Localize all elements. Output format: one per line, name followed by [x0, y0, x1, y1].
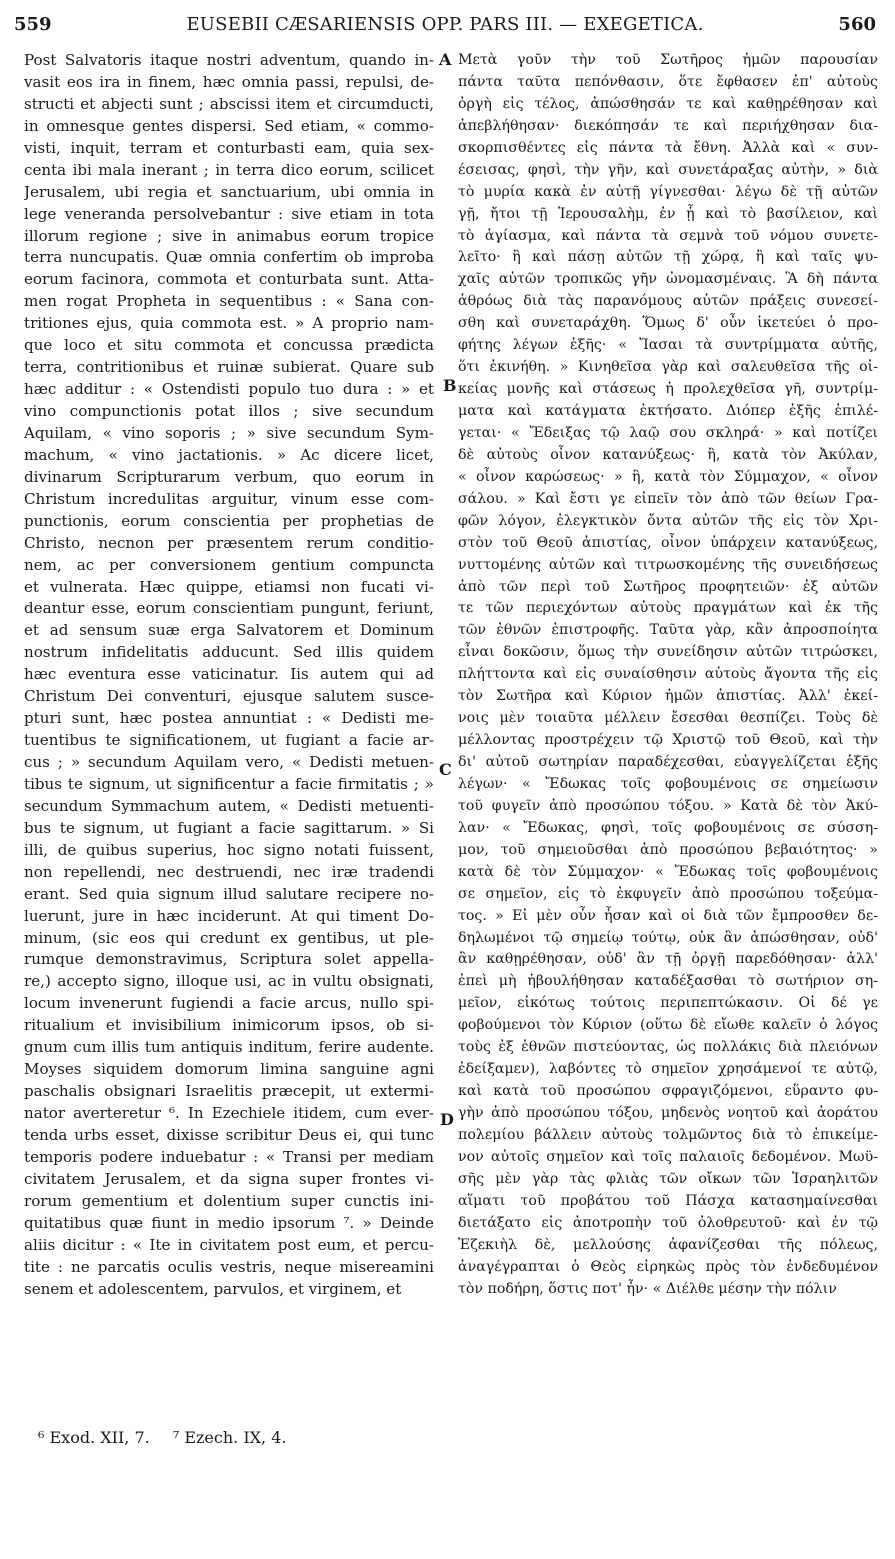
- greek-text-line: διετάξατο εἰς ἀποτροπὴν τοῦ ὀλοθρευτοῦ· καὶ ἐν τῷ: [458, 1214, 878, 1231]
- greek-text-line: ἀθρόως διὰ τὰς παρανόμους αὐτῶν πράξεις συνεσεί-: [458, 293, 878, 310]
- margin-marker-d: D: [440, 1110, 454, 1129]
- greek-text-line: γεται· « Ἔδειξας τῷ λαῷ σου σκληρά· » καὶ ποτίζει: [458, 424, 878, 441]
- greek-text-line: ὅτι ἐκινήθη. » Κινηθεῖσα γὰρ καὶ σαλευθεῖσα τῆς οἰ-: [458, 359, 878, 376]
- latin-text-line: illi, de quibus superius, hoc signo notati fuissent,: [24, 840, 434, 859]
- greek-text-line: ἀπεβλήθησαν· διεκόπησάν τε καὶ περιήχθησαν δια-: [458, 117, 878, 134]
- latin-text-line: non repellendi, nec destruendi, nec iræ tradendi: [24, 862, 434, 881]
- greek-text-line: νυττομένης αὐτῶν καὶ τιτρωσκομένης τῆς συνειδήσεως: [458, 556, 878, 573]
- latin-text-line: hæc additur : « Ostendisti populo tuo dura : » et: [24, 380, 434, 399]
- greek-text-line: πολεμίου βάλλειν αὐτοὺς τολμῶντος διὰ τὸ ἐπικείμε-: [458, 1126, 878, 1143]
- latin-text-line: paschalis obsignari Israelitis præcepit, ut extermi-: [24, 1082, 434, 1101]
- greek-text-line: τὸ ἁγίασμα, καὶ πάντα τὰ σεμνὰ τοῦ νόμου συνετε-: [458, 227, 878, 244]
- footnote: ⁷ Ezech. IX, 4.: [172, 1428, 287, 1447]
- latin-text-line: Moyses siquidem domorum limina sanguine agni: [24, 1060, 434, 1079]
- latin-text-line: secundum Symmachum autem, « Dedisti metuenti-: [24, 796, 434, 815]
- greek-text-line: δι' αὐτοῦ σωτηρίαν παραδέχεσθαι, εὐαγγελίζεται ἑξῆς: [458, 754, 878, 770]
- latin-text-line: re,) accepto signo, illoque usi, ac in vultu obsignati,: [24, 972, 434, 991]
- margin-marker-a: A: [439, 50, 452, 69]
- greek-text-line: δὲ αὐτοὺς οἶνον κατανύξεως· ἢ, κατὰ τὸν Ἀκύλαν,: [458, 446, 878, 463]
- latin-text-line: bus te signum, ut fugiant a facie sagittarum. » Si: [24, 818, 434, 837]
- latin-text-line: rumque demonstravimus, Scriptura solet appella-: [24, 950, 434, 969]
- latin-text-line: ritualium et invisibilium inimicorum ipsos, ob si-: [24, 1016, 434, 1035]
- greek-text-line: Ἐζεκιὴλ δὲ, μελλούσης ἀφανίζεσθαι τῆς πόλεως,: [458, 1236, 878, 1253]
- greek-text-line: λεῖτο· ἢ καὶ πάσῃ αὐτῶν τῇ χώρᾳ, ἢ καὶ ταῖς ψυ-: [458, 249, 878, 266]
- latin-text-line: in omnesque gentes dispersi. Sed etiam, « commo-: [24, 116, 434, 135]
- latin-text-line: Christum Dei conventuri, ejusque salutem susce-: [24, 687, 434, 706]
- latin-text-line: quitatibus quæ fiunt in medio ipsorum ⁷. » Deinde: [24, 1213, 434, 1232]
- greek-text-line: μεῖον, εἰκότως τούτοις περιπεπτώκασιν. Οἱ δέ γε: [458, 995, 878, 1012]
- greek-text-line: νον αὐτοῖς σημεῖον καὶ τοῖς παλαιοῖς δεδομένον. Μωϋ-: [458, 1148, 878, 1165]
- latin-text-line: nator averteretur ⁶. In Ezechiele itidem, cum ever-: [24, 1104, 434, 1122]
- latin-text-line: tuentibus te significationem, ut fugiant a facie ar-: [24, 731, 434, 750]
- latin-text-line: tritiones ejus, quia commota est. » A proprio nam-: [24, 314, 434, 333]
- latin-text-line: gnum cum illis tum antiquis inditum, ferire audente.: [24, 1038, 434, 1057]
- greek-text-line: τοὺς ἐξ ἐθνῶν πιστεύοντας, ὡς πολλάκις διὰ πλειόνων: [458, 1039, 878, 1056]
- greek-text-line: Μετὰ γοῦν τὴν τοῦ Σωτῆρος ἡμῶν παρουσίαν: [458, 52, 878, 68]
- latin-text-line: tenda urbs esset, dixisse scribitur Deus ei, qui tunc: [24, 1125, 434, 1144]
- greek-text-line: ἀναγέγραπται ὁ Θεὸς εἰρηκὼς πρὸς τὸν ἐνδεδυμένον: [458, 1258, 878, 1275]
- latin-text-line: et vulnerata. Hæc quippe, etiamsi non fucati vi-: [24, 577, 434, 596]
- page-number-left: 559: [14, 14, 52, 35]
- greek-text-line: τος. » Εἰ μὲν οὖν ἦσαν καὶ οἱ διὰ τῶν ἔμπροσθεν δε-: [458, 907, 878, 924]
- greek-text-line: δηλωμένοι τῷ σημείῳ τούτῳ, οὐκ ἂν ἀπώσθησαν, οὐδ': [458, 929, 878, 946]
- greek-text-line: κείας μονῆς καὶ στάσεως ἡ προλεχθεῖσα γῆ, συντρίμ-: [458, 381, 878, 398]
- latin-text-line: deantur esse, eorum conscientiam pungunt, feriunt,: [24, 599, 434, 618]
- greek-text-line: κατὰ δὲ τὸν Σύμμαχον· « Ἔδωκας τοῖς φοβουμένοις: [458, 863, 878, 880]
- latin-text-line: erant. Sed quia signum illud salutare recipere no-: [24, 884, 434, 903]
- greek-text-line: καὶ κατὰ τοῦ προσώπου σφραγιζόμενοι, εὕραντο φυ-: [458, 1083, 878, 1100]
- latin-text-line: civitatem Jerusalem, et da signa super frontes vi-: [24, 1169, 434, 1188]
- latin-text-line: que loco et situ commota et concussa prædicta: [24, 336, 434, 355]
- greek-text-line: σθη καὶ συνεταράχθη. Ὅμως δ' οὖν ἱκετεύει ὁ προ-: [458, 315, 878, 332]
- greek-text-line: στὸν τοῦ Θεοῦ ἀπιστίας, οἶνον ὑπάρχειν κατανύξεως,: [458, 534, 878, 551]
- greek-text-line: τε τῶν περιεχόντων αὐτοὺς πραγμάτων καὶ ἐκ τῆς: [458, 600, 878, 617]
- greek-text-line: τὸν Σωτῆρα καὶ Κύριον ἡμῶν ἀπιστίας. Ἀλλ' ἐκεί-: [458, 688, 878, 705]
- latin-text-line: senem et adolescentem, parvulos, et virginem, et: [24, 1279, 402, 1298]
- greek-text-line: ὀργὴ εἰς τέλος, ἀπώσθησάν τε καὶ καθῃρέθησαν καὶ: [458, 95, 878, 112]
- greek-text-line: μον, τοῦ σημειοῦσθαι ἀπὸ προσώπου βεβαιότητος· »: [458, 841, 878, 858]
- greek-text-line: ἐδείξαμεν), λαβόντες τὸ σημεῖον χρησάμενοί τε αὐτῷ,: [458, 1061, 878, 1078]
- latin-text-line: men rogat Propheta in sequentibus : « Sana con-: [24, 292, 434, 311]
- greek-text-line: πάντα ταῦτα πεπόνθασιν, ὅτε ἔφθασεν ἐπ' αὐτοὺς: [458, 73, 878, 90]
- greek-text-line: ἂν καθῃρέθησαν, οὐδ' ἂν τῇ ὀργῇ παρεδόθησαν· ἀλλ': [458, 951, 878, 968]
- latin-text-line: Christo, necnon per præsentem rerum conditio-: [24, 533, 434, 552]
- latin-text-line: vasit eos ira in finem, hæc omnia passi, repulsi, de-: [24, 72, 434, 91]
- greek-text-line: λέγων· « Ἔδωκας τοῖς φοβουμένοις σε σημείωσιν: [458, 775, 878, 792]
- latin-text-line: Post Salvatoris itaque nostri adventum, quando in-: [24, 51, 434, 69]
- latin-text-line: structi et abjecti sunt ; abscissi item et circumducti,: [24, 94, 434, 113]
- greek-text-line: πλήττοντα καὶ εἰς συναίσθησιν αὐτοὺς ἄγοντα τῆς εἰς: [458, 666, 878, 683]
- latin-text-line: machum, « vino jactationis. » Ac dicere licet,: [24, 445, 434, 464]
- latin-text-line: illorum regione ; sive in animabus eorum tropice: [24, 226, 434, 245]
- greek-text-line: αἵματι τοῦ προβάτου τοῦ Πάσχα κατασημαίνεσθαι: [458, 1192, 878, 1209]
- latin-text-line: locum invenerunt fugiendi a facie arcus, nullo spi-: [24, 994, 434, 1013]
- latin-text-line: nostrum infidelitatis adducunt. Sed illis quidem: [24, 643, 434, 662]
- latin-text-line: Jerusalem, ubi regia et sanctuarium, ubi omnia in: [24, 182, 434, 201]
- greek-text-line: σῆς μὲν γὰρ τὰς φλιὰς τῶν οἴκων τῶν Ἰσραηλιτῶν: [458, 1170, 878, 1187]
- margin-marker-c: C: [439, 760, 452, 779]
- greek-text-line: σάλου. » Καὶ ἔστι γε εἰπεῖν τὸν ἀπὸ τῶν θείων Γρα-: [458, 490, 878, 507]
- greek-text-line: σε σημεῖον, εἰς τὸ ἐκφυγεῖν ἀπὸ προσώπου τοξεύμα-: [458, 885, 878, 902]
- greek-text-line: ἐπεὶ μὴ ἠβουλήθησαν καταδέξασθαι τὸ σωτήριον ση-: [458, 973, 878, 990]
- latin-text-line: minum, (sic eos qui credunt ex gentibus, ut ple-: [24, 928, 434, 947]
- latin-text-line: terra nuncupatis. Quæ omnia confertim ob improba: [24, 248, 434, 267]
- running-title: EUSEBII CÆSARIENSIS OPP. PARS III. — EXEGETICA.: [186, 14, 704, 35]
- greek-text-line: μέλλοντας προστρέχειν τῷ Χριστῷ τοῦ Θεοῦ, καὶ τὴν: [458, 732, 878, 749]
- latin-text-line: tibus te signum, ut significentur a facie firmitatis ; »: [24, 774, 434, 793]
- latin-text-line: aliis dicitur : « Ite in civitatem post eum, et percu-: [24, 1235, 434, 1254]
- latin-text-line: nem, ac per conversionem gentium compuncta: [24, 555, 434, 574]
- latin-text-line: rorum gementium et dolentium super cunctis ini-: [24, 1191, 434, 1210]
- latin-text-line: Aquilam, « vino soporis ; » sive secundum Sym-: [24, 423, 434, 442]
- footnotes: [38, 1428, 418, 1447]
- greek-text-line: τῶν ἐθνῶν ἐπιστροφῆς. Ταῦτα γὰρ, κἂν ἀπροσποίητα: [458, 622, 878, 639]
- latin-text-line: luerunt, jure in hæc inciderunt. At qui timent Do-: [24, 906, 434, 925]
- latin-text-line: et ad sensum suæ erga Salvatorem et Dominum: [24, 621, 434, 640]
- greek-text-line: λαν· « Ἔδωκας, φησὶ, τοῖς φοβουμένοις σε σύσση-: [458, 819, 878, 836]
- page-header: [14, 12, 876, 42]
- latin-text-line: punctionis, eorum conscientia per prophetias de: [24, 511, 434, 530]
- latin-text-line: Christum incredulitas arguitur, vinum esse com-: [24, 489, 434, 508]
- latin-text-line: eorum facinora, commota et conturbata sunt. Atta-: [24, 270, 434, 289]
- latin-text-line: terra, contritionibus et ruinæ subierat. Quare sub: [24, 358, 434, 377]
- latin-text-line: hæc eventura esse vaticinatur. Iis autem qui ad: [24, 665, 434, 684]
- greek-text-line: τοῦ φυγεῖν ἀπὸ προσώπου τόξου. » Κατὰ δὲ τὸν Ἀκύ-: [458, 797, 878, 814]
- greek-text-line: γὴν ἀπὸ προσώπου τόξου, μηδενὸς νοητοῦ καὶ ἀοράτου: [458, 1105, 878, 1121]
- greek-text-line: τὸ μυρία κακὰ ἐν αὐτῇ γίγνεσθαι· λέγω δὲ τῇ αὐτῶν: [458, 183, 878, 200]
- greek-text-line: νοις μὲν τοιαῦτα μέλλειν ἔσεσθαι θεσπίζει. Τοὺς δὲ: [458, 710, 878, 727]
- latin-text-line: cus ; » secundum Aquilam vero, « Dedisti metuen-: [24, 753, 434, 771]
- latin-text-line: pturi sunt, hæc postea annuntiat : « Dedisti me-: [24, 709, 434, 728]
- latin-text-line: lege veneranda persolvebantur : sive etiam in tota: [24, 204, 434, 223]
- latin-text-line: tite : ne parcatis oculis vestris, neque misereamini: [24, 1257, 434, 1276]
- greek-text-line: χαῖς αὐτῶν τροπικῶς γῆν ὠνομασμέναις. Ἃ δὴ πάντα: [458, 271, 878, 288]
- latin-text-line: visti, inquit, terram et conturbasti eam, quia sex-: [24, 138, 434, 157]
- latin-text-line: centa ibi mala inerant ; in terra dico eorum, scilicet: [24, 160, 434, 179]
- greek-text-line: γῇ, ἤτοι τῇ Ἱερουσαλὴμ, ἐν ᾗ καὶ τὸ βασίλειον, καὶ: [458, 205, 878, 222]
- greek-text-line: σκορπισθέντες εἰς πάντα τὰ ἔθνη. Ἀλλὰ καὶ « συν-: [458, 139, 878, 156]
- greek-text-line: φήτης λέγων ἑξῆς· « Ἴασαι τὰ συντρίμματα αὐτῆς,: [458, 337, 878, 354]
- latin-column: [24, 50, 434, 1300]
- latin-text-line: temporis podere induebatur : « Transi per mediam: [24, 1147, 434, 1166]
- greek-text-line: εἶναι δοκῶσιν, ὅμως τὴν συνείδησιν αὐτῶν τιτρώσκει,: [458, 644, 878, 661]
- latin-text-line: vino compunctionis potat illos ; sive secundum: [24, 402, 434, 420]
- greek-text-line: ματα καὶ κατάγματα ἐκτήσατο. Διόπερ ἑξῆς ἐπιλέ-: [458, 403, 878, 419]
- page-number-right: 560: [838, 14, 876, 35]
- footnote: ⁶ Exod. XII, 7.: [38, 1428, 150, 1447]
- greek-text-line: φῶν λόγον, ἐλεγκτικὸν ὄντα αὐτῶν τῆς εἰς τὸν Χρι-: [458, 512, 878, 529]
- greek-text-line: φοβούμενοι τὸν Κύριον (οὕτω δὲ εἴωθε καλεῖν ὁ λόγος: [458, 1017, 878, 1034]
- margin-marker-b: B: [443, 376, 457, 395]
- greek-text-line: « οἶνον καρώσεως· » ἢ, κατὰ τὸν Σύμμαχον, « οἶνον: [458, 468, 878, 485]
- greek-text-line: ἀπὸ τῶν περὶ τοῦ Σωτῆρος προφητειῶν· ἐξ αὐτῶν: [458, 578, 878, 595]
- greek-column: [458, 50, 878, 1300]
- latin-text-line: divinarum Scripturarum verbum, quo eorum in: [24, 467, 434, 486]
- greek-text-line: τὸν ποδήρη, ὅστις ποτ' ἦν· « Διέλθε μέσην τὴν πόλιν: [458, 1280, 837, 1297]
- greek-text-line: έσεισας, φησὶ, τὴν γῆν, καὶ συνετάραξας αὐτὴν, » διὰ: [458, 161, 878, 178]
